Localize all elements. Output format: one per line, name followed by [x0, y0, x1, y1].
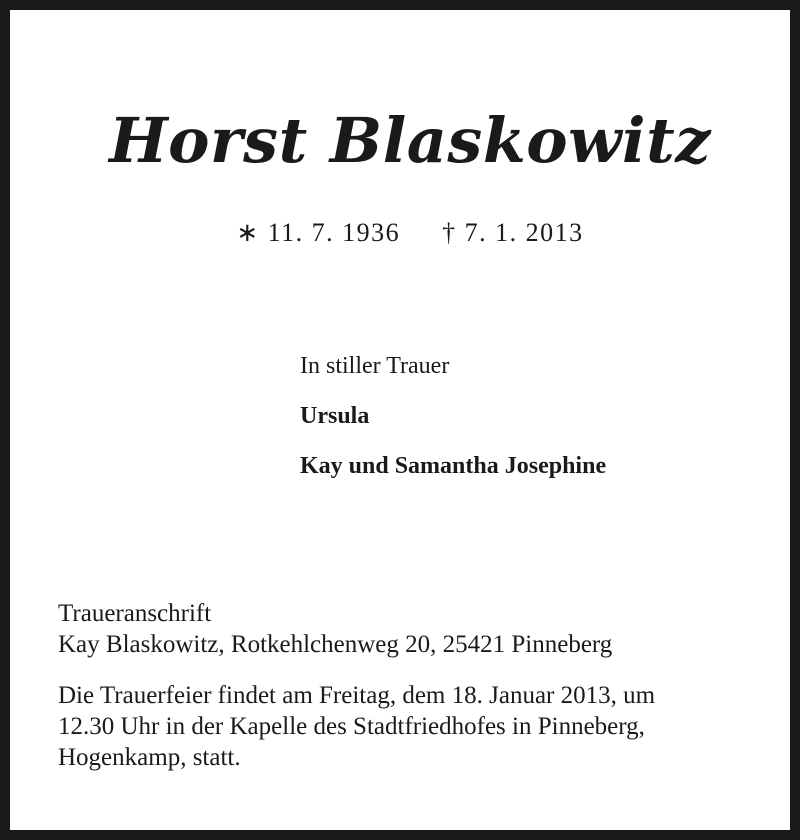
- mourner-name: Ursula: [300, 403, 370, 429]
- mourner-name: Kay und Samantha Josephine: [300, 453, 607, 479]
- address-label: Traueranschrift: [58, 600, 212, 627]
- ceremony-text-line: Hogenkamp, statt.: [58, 744, 241, 771]
- ceremony-text-line: Die Trauerfeier findet am Freitag, dem 18. Januar 2013, um: [58, 682, 656, 709]
- mourning-intro: In stiller Trauer: [300, 353, 450, 379]
- notice-details: [58, 598, 778, 773]
- ceremony-text-line: 12.30 Uhr in der Kapelle des Stadtfriedhofes in Pinneberg,: [58, 713, 645, 740]
- mourning-address: Kay Blaskowitz, Rotkehlchenweg 20, 25421 Pinneberg: [58, 631, 613, 658]
- mourners-block: [300, 354, 606, 504]
- death-date: † 7. 1. 2013: [442, 218, 584, 247]
- life-dates: [10, 220, 800, 246]
- deceased-name: Horst Blaskowitz: [109, 104, 711, 177]
- birth-date: ∗ 11. 7. 1936: [236, 218, 401, 247]
